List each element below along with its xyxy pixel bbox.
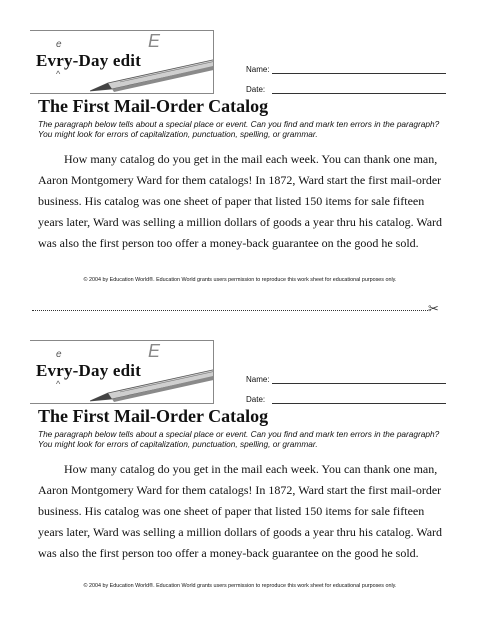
date-label: Date: [246,395,266,404]
cut-line [32,310,428,311]
copyright: © 2004 by Education World®. Education World grants users permission to reproduce this work sheet for educational purposes only. [83,583,397,589]
logo-text: Evry-Day edit [36,361,142,380]
date-field[interactable] [246,76,446,94]
logo-correction-big-e: E [148,31,161,51]
instructions: The paragraph below tells about a special place or event. Can you find and mark ten errors in the paragraph? You might look for errors of capitalization, punctuation, spelling, or grammar. [38,429,440,449]
name-line[interactable] [272,63,446,74]
date-label: Date: [246,85,266,94]
logo-caret: ^ [56,379,61,389]
copyright: © 2004 by Education World®. Education World grants users permission to reproduce this work sheet for educational purposes only. [83,277,397,283]
worksheet-title: The First Mail-Order Catalog [38,406,269,426]
logo-text: Evry-Day edit [36,51,142,70]
name-date-fields [246,366,446,406]
date-line[interactable] [272,393,446,404]
name-label: Name: [246,65,270,74]
logo-caret: ^ [56,69,61,79]
logo [30,30,214,94]
scissors-icon: ✂ [428,302,439,317]
passage: How many catalog do you get in the mail each week. You can thank one man, Aaron Montgomery Ward for them catalogs! In 1872, Ward start the first mail-order business. His catalog was one sheet of paper that listed 150 items for sale fifteen years later, Ward was selling a million dollars of goods a year thru his catalog. Ward was also the first person too offer a money-back guarantee on the good he sold. [38,152,443,250]
name-field[interactable] [246,366,446,384]
name-field[interactable] [246,56,446,74]
worksheet-title: The First Mail-Order Catalog [38,96,269,116]
instructions: The paragraph below tells about a special place or event. Can you find and mark ten errors in the paragraph? You might look for errors of capitalization, punctuation, spelling, or grammar. [38,119,440,139]
date-field[interactable] [246,386,446,404]
logo-correction-e: e [56,39,62,50]
name-label: Name: [246,375,270,384]
logo-correction-e: e [56,349,62,360]
passage: How many catalog do you get in the mail each week. You can thank one man, Aaron Montgomery Ward for them catalogs! In 1872, Ward start the first mail-order business. His catalog was one sheet of paper that listed 150 items for sale fifteen years later, Ward was selling a million dollars of goods a year thru his catalog. Ward was also the first person too offer a money-back guarantee on the good he sold. [38,462,443,560]
date-line[interactable] [272,83,446,94]
logo [30,340,214,404]
name-line[interactable] [272,373,446,384]
name-date-fields [246,56,446,96]
logo-correction-big-e: E [148,341,161,361]
